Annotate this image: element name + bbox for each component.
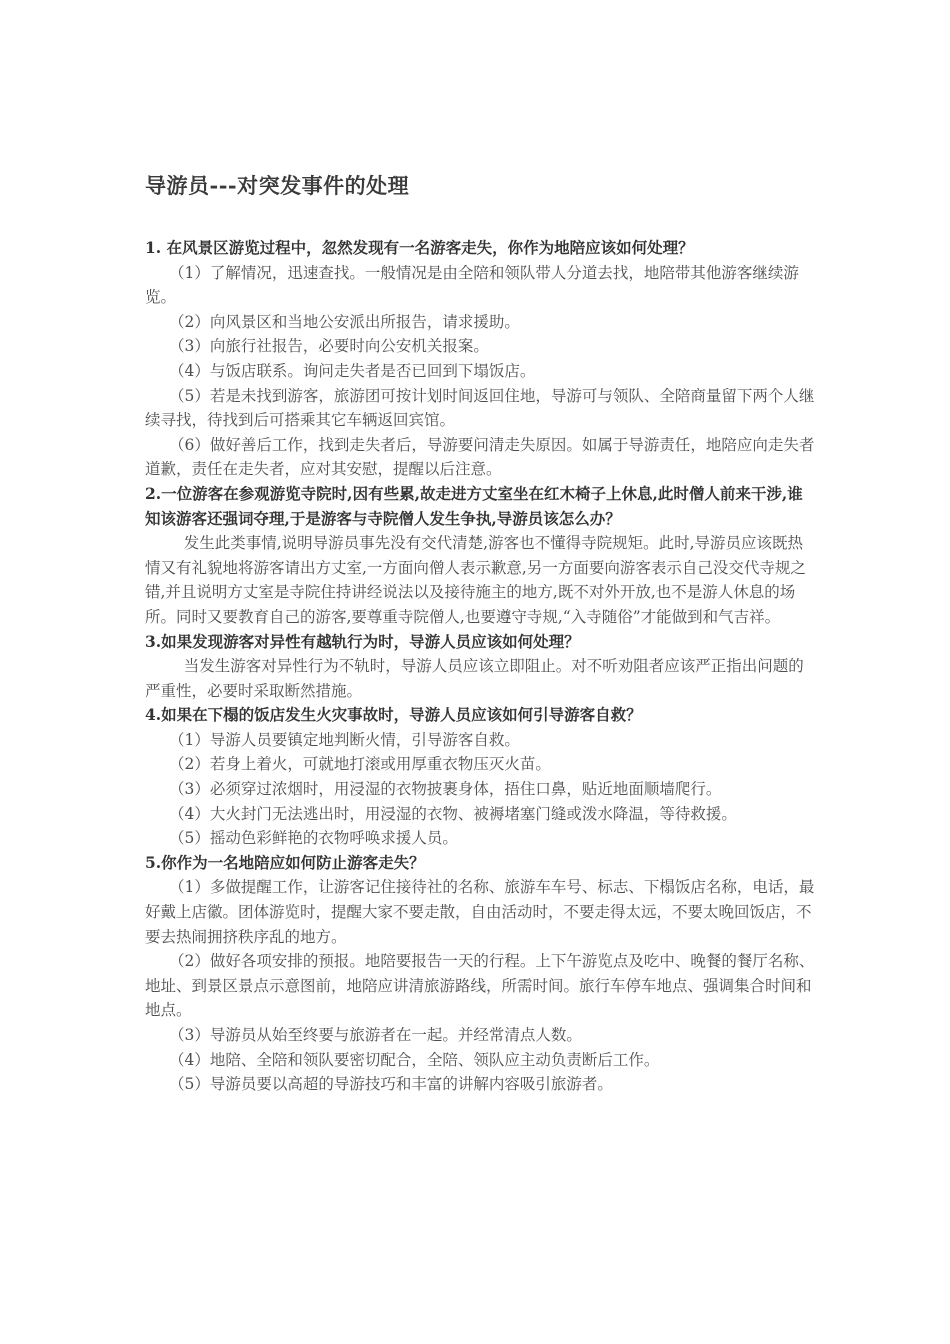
section-3 [145,630,815,704]
answer-paragraph: （3）向旅行社报告，必要时向公安机关报案。 [169,337,489,356]
answer-paragraph: （1）了解情况，迅速查找。一般情况是由全陪和领队带人分道去找，地陪带其他游客继续游览。 [145,263,799,307]
page-title: 导游员---对突发事件的处理 [145,173,410,198]
question-2: 2.一位游客在参观游览寺院时,因有些累,故走进方丈室坐在红木椅子上休息,此时僧人前来干涉,谁知该游客还强词夺理,于是游客与寺院僧人发生争执,导游员该怎么办？ [145,483,803,528]
answer-paragraph: （1）多做提醒工作，让游客记住接待社的名称、旅游车车号、标志、下榻饭店名称，电话，最好戴上店徽。团体游览时，提醒大家不要走散，自由活动时，不要走得太远，不要太晚回饭店，不要去热闹拥挤秩序乱的地方。 [145,878,815,946]
answer-paragraph: （5）导游员要以高超的导游技巧和丰富的讲解内容吸引旅游者。 [169,1075,613,1094]
question-5: 5.你作为一名地陪应如何防止游客走失？ [145,852,425,872]
answer-paragraph: （3）必须穿过浓烟时，用浸湿的衣物披裹身体，捂住口鼻，贴近地面顺墙爬行。 [169,780,722,799]
section-1 [145,236,815,482]
answer-paragraph: （5）摇动色彩鲜艳的衣物呼唤求援人员。 [169,829,458,848]
question-4: 4.如果在下榻的饭店发生火灾事故时，导游人员应该如何引导游客自救？ [145,705,642,725]
answer-paragraph: （4）与饭店联系。询问走失者是否已回到下塌饭店。 [169,361,536,380]
answer-paragraph: （4）地陪、全陪和领队要密切配合，全陪、领队应主动负责断后工作。 [169,1050,660,1069]
answer-paragraph: 当发生游客对异性行为不轨时，导游人员应该立即阻止。对不听劝阻者应该严正指出问题的严重性，必要时采取断然措施。 [145,657,804,700]
answer-paragraph: （2）向风景区和当地公安派出所报告，请求援助。 [169,312,520,331]
answer-paragraph: （1）导游人员要镇定地判断火情，引导游客自救。 [169,730,520,749]
answer-paragraph: （5）若是未找到游客，旅游团可按计划时间返回住地，导游可与领队、全陪商量留下两个人继续寻找，待找到后可搭乘其它车辆返回宾馆。 [145,386,815,430]
answer-paragraph: （2）做好各项安排的预报。地陪要报告一天的行程。上下午游览点及吃中、晚餐的餐厅名称、地址、到景区景点示意图前，地陪应讲清旅游路线，所需时间。旅行车停车地点、强调集合时间和地点。 [145,952,815,1020]
document-page [145,170,815,1097]
answer-paragraph: （2）若身上着火，可就地打滚或用厚重衣物压灭火苗。 [169,755,551,774]
section-5 [145,851,815,1097]
section-2 [145,482,815,630]
answer-paragraph: （4）大火封门无法逃出时，用浸湿的衣物、被褥堵塞门缝或泼水降温，等待救援。 [169,804,737,823]
section-4 [145,703,815,851]
answer-paragraph: （3）导游员从始至终要与旅游者在一起。并经常清点人数。 [169,1026,582,1044]
question-3: 3.如果发现游客对异性有越轨行为时，导游人员应该如何处理？ [145,631,580,651]
question-1: 1. 在风景区游览过程中，忽然发现有一名游客走失，你作为地陪应该如何处理？ [145,238,694,257]
answer-paragraph: （6）做好善后工作，找到走失者后，导游要问清走失原因。如属于导游责任，地陪应向走失者道歉，责任在走失者，应对其安慰，提醒以后注意。 [145,435,815,479]
answer-paragraph: 发生此类事情,说明导游员事先没有交代清楚,游客也不懂得寺院规矩。此时,导游员应该既热情又有礼貌地将游客请出方丈室,一方面向僧人表示歉意,另一方面要向游客表示自己没交代寺规之错,并且说明方丈室是寺院住持讲经说法以及接待施主的地方,既不对外开放,也不是游人休息的场所。同时又要教育自己的游客,要尊重寺院僧人,也要遵守寺规,“入寺随俗”才能做到和气吉祥。 [145,534,806,626]
